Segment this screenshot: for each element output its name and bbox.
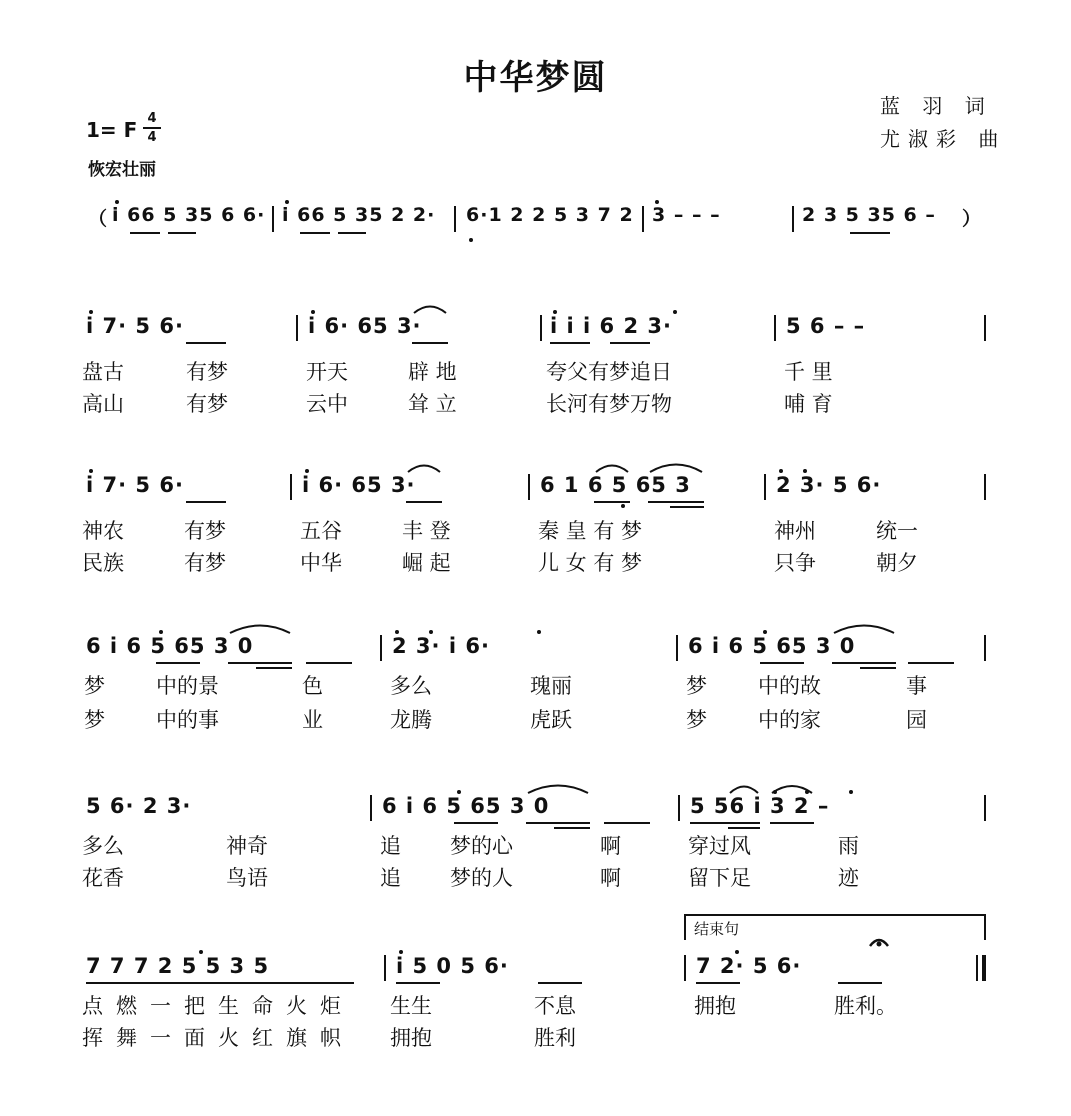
lyric: 啊 (600, 834, 621, 858)
underline (770, 822, 814, 824)
underline (454, 822, 498, 824)
lyric: 挥舞一面火红旗帜 (82, 1026, 354, 1050)
lyric: 盘古 (82, 360, 124, 384)
lyric: 中的事 (156, 708, 219, 732)
underline (228, 662, 292, 664)
row4-measure-1: 5 6· 2 3· (86, 794, 192, 818)
lyric: 夸父有梦追日 (546, 360, 672, 384)
underline (550, 342, 590, 344)
slur (648, 461, 704, 473)
barline (984, 315, 986, 341)
lyric: 留下足 (688, 866, 751, 890)
lyric: 穿过风 (688, 834, 751, 858)
high-octave-dot (773, 790, 777, 794)
barline (984, 635, 986, 661)
high-octave-dot (429, 630, 433, 634)
barline (540, 315, 542, 341)
underline (168, 232, 196, 234)
lyric: 有梦 (184, 519, 226, 543)
underline (648, 501, 704, 503)
lyric: 梦 (686, 674, 707, 698)
barline (384, 955, 386, 981)
high-octave-dot (655, 200, 659, 204)
low-octave-dot (469, 238, 473, 242)
lyric: 中华 (300, 551, 342, 575)
high-octave-dot (805, 790, 809, 794)
slur (228, 622, 292, 634)
underline (86, 982, 354, 984)
slur (412, 302, 448, 314)
lyric: 有梦 (186, 360, 228, 384)
lyric: 业 (302, 708, 323, 732)
underline (850, 232, 890, 234)
row5-measure-3: 7 2· 5 6· (696, 954, 802, 978)
underline (760, 662, 804, 664)
underline (186, 342, 226, 344)
underline (300, 232, 330, 234)
intro-measure-2: i 66 5 35 2 2· (282, 204, 436, 226)
lyric: 中的故 (758, 674, 821, 698)
underline (594, 501, 630, 503)
lyric: 辟 地 (408, 360, 457, 384)
slur (832, 622, 896, 634)
barline (676, 635, 678, 661)
lyric: 追 (380, 866, 401, 890)
lyric: 龙腾 (390, 708, 432, 732)
intro-measure-1: i 66 5 35 6 6· (112, 204, 266, 226)
underline (690, 822, 760, 824)
lyric: 五谷 (300, 519, 342, 543)
underline (838, 982, 882, 984)
lyric: 拥抱 (390, 1026, 432, 1050)
lyric: 多么 (390, 674, 432, 698)
slur (526, 782, 590, 794)
row2-measure-4: 2 3· 5 6· (776, 473, 882, 497)
lyric: 秦 皇 有 梦 (538, 519, 643, 543)
row1-measure-1: i 7· 5 6· (86, 314, 184, 338)
lyric: 多么 (82, 834, 124, 858)
underline (396, 982, 440, 984)
lyric: 胜利 (534, 1026, 576, 1050)
high-octave-dot (115, 200, 119, 204)
high-octave-dot (159, 630, 163, 634)
intro-measure-5: 2 3 5 35 6 – (802, 204, 936, 226)
barline (528, 474, 530, 500)
row2-measure-3: 6 1 6 5 65 3 (540, 473, 691, 497)
lyric: 生生 (390, 994, 432, 1018)
ending-phrase-bracket (684, 914, 986, 940)
barline (984, 795, 986, 821)
lyric: 神农 (82, 519, 124, 543)
underline (538, 982, 582, 984)
high-octave-dot (673, 310, 677, 314)
double-underline (256, 667, 292, 669)
low-octave-dot (621, 504, 625, 508)
underline (526, 822, 590, 824)
lyric: 耸 立 (408, 392, 457, 416)
high-octave-dot (395, 630, 399, 634)
high-octave-dot (89, 310, 93, 314)
song-title: 中华梦圆 (463, 58, 608, 98)
high-octave-dot (89, 469, 93, 473)
underline (406, 501, 442, 503)
barline (380, 635, 382, 661)
lyric: 花香 (82, 866, 124, 890)
barline (272, 206, 274, 232)
lyric: 园 (906, 708, 927, 732)
barline (678, 795, 680, 821)
high-octave-dot (553, 310, 557, 314)
lyric: 中的家 (758, 708, 821, 732)
barline (774, 315, 776, 341)
lyric: 雨 (838, 834, 859, 858)
lyric: 不息 (534, 994, 576, 1018)
underline (832, 662, 896, 664)
high-octave-dot (399, 950, 403, 954)
lyric: 瑰丽 (530, 674, 572, 698)
lyric: 朝夕 (876, 551, 918, 575)
row1-measure-4: 5 6 – – (786, 314, 866, 338)
barline (290, 474, 292, 500)
lyric: 儿 女 有 梦 (538, 551, 643, 575)
lyric: 千 里 (784, 360, 833, 384)
lyric: 崛 起 (402, 551, 451, 575)
lyric: 梦 (686, 708, 707, 732)
barline (792, 206, 794, 232)
row4-measure-2: 6 i 6 5 65 3 0 (382, 794, 550, 818)
lyric: 拥抱 (694, 994, 736, 1018)
underline (908, 662, 954, 664)
lyric: 长河有梦万物 (546, 392, 672, 416)
lyric: 啊 (600, 866, 621, 890)
row4-measure-3: 5 56 i 3 2 – (690, 794, 830, 818)
row5-measure-2: i 5 0 5 6· (396, 954, 509, 978)
underline (130, 232, 160, 234)
underline (306, 662, 352, 664)
lyric: 有梦 (186, 392, 228, 416)
high-octave-dot (803, 469, 807, 473)
key-signature: 1= F (86, 118, 138, 142)
lyric: 中的景 (156, 674, 219, 698)
lyricist-credit: 蓝 羽 词 (880, 94, 993, 118)
double-underline (860, 667, 896, 669)
underline (186, 501, 226, 503)
barline (684, 955, 686, 981)
high-octave-dot (849, 790, 853, 794)
high-octave-dot (199, 950, 203, 954)
row3-measure-1: 6 i 6 5 65 3 0 (86, 634, 254, 658)
underline (610, 342, 650, 344)
barline (370, 795, 372, 821)
lyric: 有梦 (184, 551, 226, 575)
lyric: 梦的人 (450, 866, 513, 890)
lyric: 追 (380, 834, 401, 858)
lyric: 虎跃 (530, 708, 572, 732)
time-signature (143, 110, 161, 146)
lyric: 开天 (306, 360, 348, 384)
lyric: 神奇 (226, 834, 268, 858)
row1-measure-2: i 6· 65 3· (308, 314, 422, 338)
underline (696, 982, 740, 984)
lyric: 民族 (82, 551, 124, 575)
final-barline-thick (982, 955, 986, 981)
ending-phrase-label: 结束句 (694, 920, 740, 938)
high-octave-dot (285, 200, 289, 204)
lyric: 统一 (876, 519, 918, 543)
lyric: 迹 (838, 866, 859, 890)
row5-measure-1: 7 7 7 2 5 5 3 5 (86, 954, 270, 978)
row3-measure-2: 2 3· i 6· (392, 634, 490, 658)
lyric: 事 (906, 674, 927, 698)
lyric: 云中 (306, 392, 348, 416)
time-signature-bottom: 4 (147, 130, 157, 145)
intro-open-paren: （ (88, 208, 109, 230)
time-signature-top: 4 (147, 111, 157, 126)
lyric: 胜利。 (834, 994, 897, 1018)
composer-credit: 尤淑彩 曲 (880, 127, 1007, 151)
high-octave-dot (779, 469, 783, 473)
underline (338, 232, 366, 234)
intro-measure-4: 3 – – – (652, 204, 721, 226)
lyric: 梦 (84, 674, 105, 698)
lyric: 鸟语 (226, 866, 268, 890)
underline (412, 342, 448, 344)
barline (454, 206, 456, 232)
lyric: 只争 (774, 551, 816, 575)
high-octave-dot (763, 630, 767, 634)
underline (156, 662, 200, 664)
high-octave-dot (311, 310, 315, 314)
lyric: 神州 (774, 519, 816, 543)
high-octave-dot (305, 469, 309, 473)
slur (406, 461, 442, 473)
row1-measure-3: i i i 6 2 3· (550, 314, 672, 338)
high-octave-dot (537, 630, 541, 634)
lyric: 梦 (84, 708, 105, 732)
lyric: 高山 (82, 392, 124, 416)
high-octave-dot (457, 790, 461, 794)
tempo-marking: 恢宏壮丽 (88, 160, 156, 180)
lyric: 点燃一把生命火炬 (82, 994, 354, 1018)
fermata-icon (868, 934, 890, 948)
lyric: 丰 登 (402, 519, 451, 543)
row3-measure-3: 6 i 6 5 65 3 0 (688, 634, 856, 658)
double-underline (554, 827, 590, 829)
intro-close-paren: ） (962, 208, 983, 230)
high-octave-dot (735, 950, 739, 954)
barline (764, 474, 766, 500)
slur (594, 461, 630, 473)
barline (984, 474, 986, 500)
double-underline (728, 827, 760, 829)
double-underline (670, 506, 704, 508)
barline (296, 315, 298, 341)
row2-measure-1: i 7· 5 6· (86, 473, 184, 497)
underline (604, 822, 650, 824)
lyric: 色 (302, 674, 323, 698)
slur (728, 782, 760, 794)
intro-measure-3: 6·1 2 2 5 3 7 2 (466, 204, 634, 226)
lyric: 哺 育 (784, 392, 833, 416)
lyric: 梦的心 (450, 834, 513, 858)
final-barline-thin (976, 955, 978, 981)
row2-measure-2: i 6· 65 3· (302, 473, 416, 497)
barline (642, 206, 644, 232)
